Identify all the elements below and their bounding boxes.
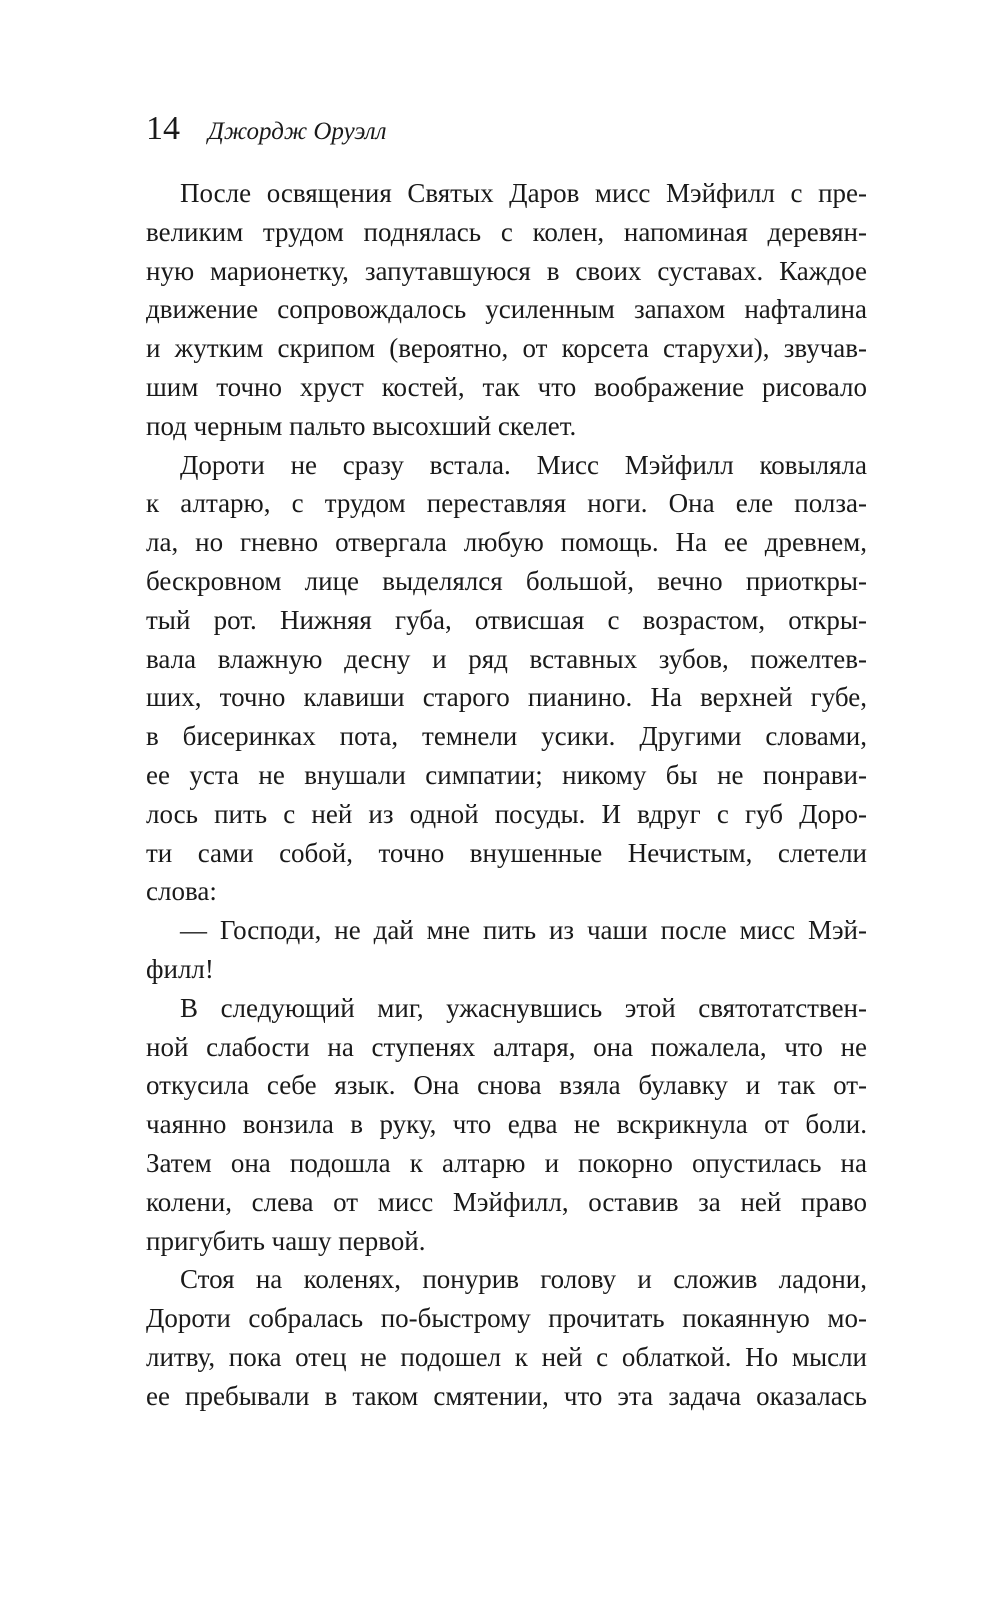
text-line: тый рот. Нижняя губа, отвисшая с возрастом, откры- <box>146 604 867 635</box>
text-line: В следующий миг, ужаснувшись этой святотатствен- <box>180 992 867 1023</box>
text-line: ла, но гневно отвергала любую помощь. На ее древнем, <box>146 527 867 558</box>
text-line: Затем она подошла к алтарю и покорно опустилась на <box>146 1147 867 1178</box>
page-number: 14 <box>146 110 180 147</box>
text-line: пригубить чашу первой. <box>146 1225 426 1256</box>
text-line: и жутким скрипом (вероятно, от корсета старухи), звучав- <box>146 333 867 364</box>
text-line: бескровном лице выделялся большой, вечно приоткры- <box>146 565 867 596</box>
text-line: ную марионетку, запутавшуюся в своих суставах. Каждое <box>146 255 867 286</box>
running-head: Джордж Оруэлл <box>208 118 387 145</box>
text-line: великим трудом поднялась с колен, напоминая деревян- <box>146 216 867 247</box>
text-line: движение сопровождалось усиленным запахом нафталина <box>146 294 867 325</box>
text-line: — Господи, не дай мне пить из чаши после мисс Мэй- <box>180 915 867 946</box>
text-line: колени, слева от мисс Мэйфилл, оставив за ней право <box>146 1186 867 1217</box>
text-line: шим точно хруст костей, так что воображение рисовало <box>146 371 867 402</box>
text-line: под черным пальто высохший скелет. <box>146 410 577 441</box>
text-line: филл! <box>146 953 214 984</box>
text-line: к алтарю, с трудом переставляя ноги. Она еле полза- <box>146 488 867 519</box>
paragraph-2 <box>146 446 867 912</box>
paragraph-5 <box>146 1260 867 1415</box>
paragraph-3-dialogue <box>146 911 867 989</box>
text-line: ших, точно клавиши старого пианино. На верхней губе, <box>146 682 867 713</box>
text-line: ее пребывали в таком смятении, что эта задача оказалась <box>146 1380 867 1411</box>
text-line: Дороти собралась по-быстрому прочитать покаянную мо- <box>146 1303 867 1334</box>
text-line: ти сами собой, точно внушенные Нечистым, слетели <box>146 837 867 868</box>
text-line: литву, пока отец не подошел к ней с облаткой. Но мысли <box>146 1341 867 1372</box>
text-line: лось пить с ней из одной посуды. И вдруг с губ Доро- <box>146 798 867 829</box>
text-line: чаянно вонзила в руку, что едва не вскрикнула от боли. <box>146 1109 867 1140</box>
text-line: После освящения Святых Даров мисс Мэйфилл с пре- <box>180 178 867 208</box>
text-line: слова: <box>146 876 217 907</box>
text-line: откусила себе язык. Она снова взяла булавку и так от- <box>146 1070 867 1101</box>
paragraph-4 <box>146 989 867 1261</box>
text-line: Стоя на коленях, понурив голову и сложив ладони, <box>180 1264 867 1295</box>
body-text <box>146 174 867 1416</box>
text-line: ной слабости на ступенях алтаря, она пожалела, что не <box>146 1031 867 1062</box>
text-line: вала влажную десну и ряд вставных зубов, пожелтев- <box>146 643 867 674</box>
text-line: в бисеринках пота, темнели усики. Другими словами, <box>146 721 867 752</box>
text-line: ее уста не внушали симпатии; никому бы не понрави- <box>146 759 867 790</box>
text-line: Дороти не сразу встала. Мисс Мэйфилл ковыляла <box>180 449 867 480</box>
page-header <box>146 112 387 146</box>
paragraph-1 <box>146 174 867 446</box>
